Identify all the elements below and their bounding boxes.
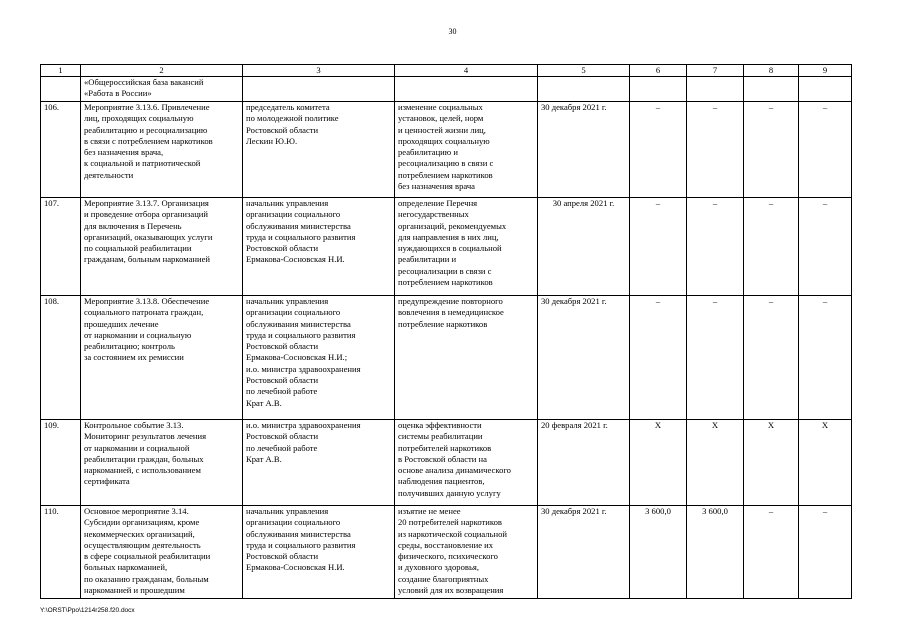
row-number-cell: 110. [41, 506, 81, 599]
measure-cell: «Общероссийская база вакансий «Работа в России» [81, 77, 243, 102]
column-header: 8 [744, 65, 799, 77]
table-row [41, 198, 852, 296]
table-row [41, 102, 852, 198]
row-number-cell: 106. [41, 102, 81, 198]
table-row [41, 77, 852, 102]
value-cell: – [799, 296, 852, 420]
result-cell: изъятие не менее 20 потребителей наркотиков из наркотической социальной среды, восстановление их физического, психического и духовного здоровья, создание благоприятных условий для их возвращения [395, 506, 538, 599]
value-cell: – [744, 506, 799, 599]
table-row [41, 506, 852, 599]
row-number-cell [41, 77, 81, 102]
measures-table [40, 64, 852, 599]
value-cell: – [744, 198, 799, 296]
measure-cell: Мероприятие 3.13.8. Обеспечение социального патроната граждан, прошедших лечение от наркомании и социальную реабилитацию; контроль за состоянием их ремиссии [81, 296, 243, 420]
measure-cell: Основное мероприятие 3.14. Субсидии организациям, кроме некоммерческих организаций, осуществляющим деятельность в сфере социальной реабилитации больных наркоманией, по оказанию гражданам, больным наркоманией и прошедшим [81, 506, 243, 599]
date-cell [538, 77, 630, 102]
value-cell: – [744, 296, 799, 420]
value-cell: – [744, 102, 799, 198]
value-cell: – [687, 296, 744, 420]
value-cell: – [630, 296, 687, 420]
measure-cell: Мероприятие 3.13.6. Привлечение лиц, проходящих социальную реабилитацию и ресоциализацию в связи с потреблением наркотиков без назначения врача, к социальной и патриотической деятельности [81, 102, 243, 198]
column-header: 3 [243, 65, 395, 77]
value-cell [630, 77, 687, 102]
responsible-cell [243, 77, 395, 102]
result-cell [395, 77, 538, 102]
measure-cell: Мероприятие 3.13.7. Организация и проведение отбора организаций для включения в Перечень организаций, оказывающих услуги по социальной реабилитации гражданам, больным наркоманией [81, 198, 243, 296]
value-cell [744, 77, 799, 102]
value-cell: Х [799, 420, 852, 506]
value-cell: Х [630, 420, 687, 506]
table-row [41, 296, 852, 420]
measures-table-container [40, 64, 851, 599]
responsible-cell: председатель комитета по молодежной политике Ростовской области Лескин Ю.Ю. [243, 102, 395, 198]
column-header: 5 [538, 65, 630, 77]
column-header: 9 [799, 65, 852, 77]
value-cell: – [687, 102, 744, 198]
column-header: 1 [41, 65, 81, 77]
value-cell: – [799, 198, 852, 296]
column-number-row [41, 65, 852, 77]
date-cell: 30 декабря 2021 г. [538, 102, 630, 198]
column-header: 7 [687, 65, 744, 77]
value-cell: – [687, 198, 744, 296]
column-header: 6 [630, 65, 687, 77]
column-header: 2 [81, 65, 243, 77]
value-cell: – [630, 198, 687, 296]
column-header: 4 [395, 65, 538, 77]
value-cell [799, 77, 852, 102]
date-cell: 30 апреля 2021 г. [538, 198, 630, 296]
value-cell: Х [744, 420, 799, 506]
value-cell: – [630, 102, 687, 198]
result-cell: оценка эффективности системы реабилитации потребителей наркотиков в Ростовской области на основе анализа динамического наблюдения пациентов, получивших данную услугу [395, 420, 538, 506]
row-number-cell: 109. [41, 420, 81, 506]
value-cell: – [799, 102, 852, 198]
measure-cell: Контрольное событие 3.13. Мониторинг результатов лечения от наркомании и социальной реабилитации граждан, больных наркоманией, с использованием сертификата [81, 420, 243, 506]
value-cell: 3 600,0 [687, 506, 744, 599]
date-cell: 30 декабря 2021 г. [538, 506, 630, 599]
responsible-cell: и.о. министра здравоохранения Ростовской области по лечебной работе Крат А.В. [243, 420, 395, 506]
value-cell: – [799, 506, 852, 599]
result-cell: изменение социальных установок, целей, норм и ценностей жизни лиц, проходящих социальную реабилитацию и ресоциализацию в связи с потреблением наркотиков без назначения врача [395, 102, 538, 198]
result-cell: предупреждение повторного вовлечения в немедицинское потребление наркотиков [395, 296, 538, 420]
date-cell: 20 февраля 2021 г. [538, 420, 630, 506]
page-number: 30 [448, 27, 457, 36]
date-cell: 30 декабря 2021 г. [538, 296, 630, 420]
responsible-cell: начальник управления организации социального обслуживания министерства труда и социального развития Ростовской области Ермакова-Сосновская Н.И.; и.о. министра здравоохранения Ростовской области по лечебной работе Крат А.В. [243, 296, 395, 420]
responsible-cell: начальник управления организации социального обслуживания министерства труда и социального развития Ростовской области Ермакова-Сосновская Н.И. [243, 198, 395, 296]
table-row [41, 420, 852, 506]
file-path-footer: Y:\ORST\Ppo\1214r258.f20.docx [40, 607, 135, 614]
value-cell: Х [687, 420, 744, 506]
responsible-cell: начальник управления организации социального обслуживания министерства труда и социального развития Ростовской области Ермакова-Сосновская Н.И. [243, 506, 395, 599]
row-number-cell: 107. [41, 198, 81, 296]
value-cell [687, 77, 744, 102]
row-number-cell: 108. [41, 296, 81, 420]
result-cell: определение Перечня негосударственных организаций, рекомендуемых для направления в них лиц, нуждающихся в социальной реабилитации и ресоциализации в связи с потреблением наркотиков [395, 198, 538, 296]
value-cell: 3 600,0 [630, 506, 687, 599]
